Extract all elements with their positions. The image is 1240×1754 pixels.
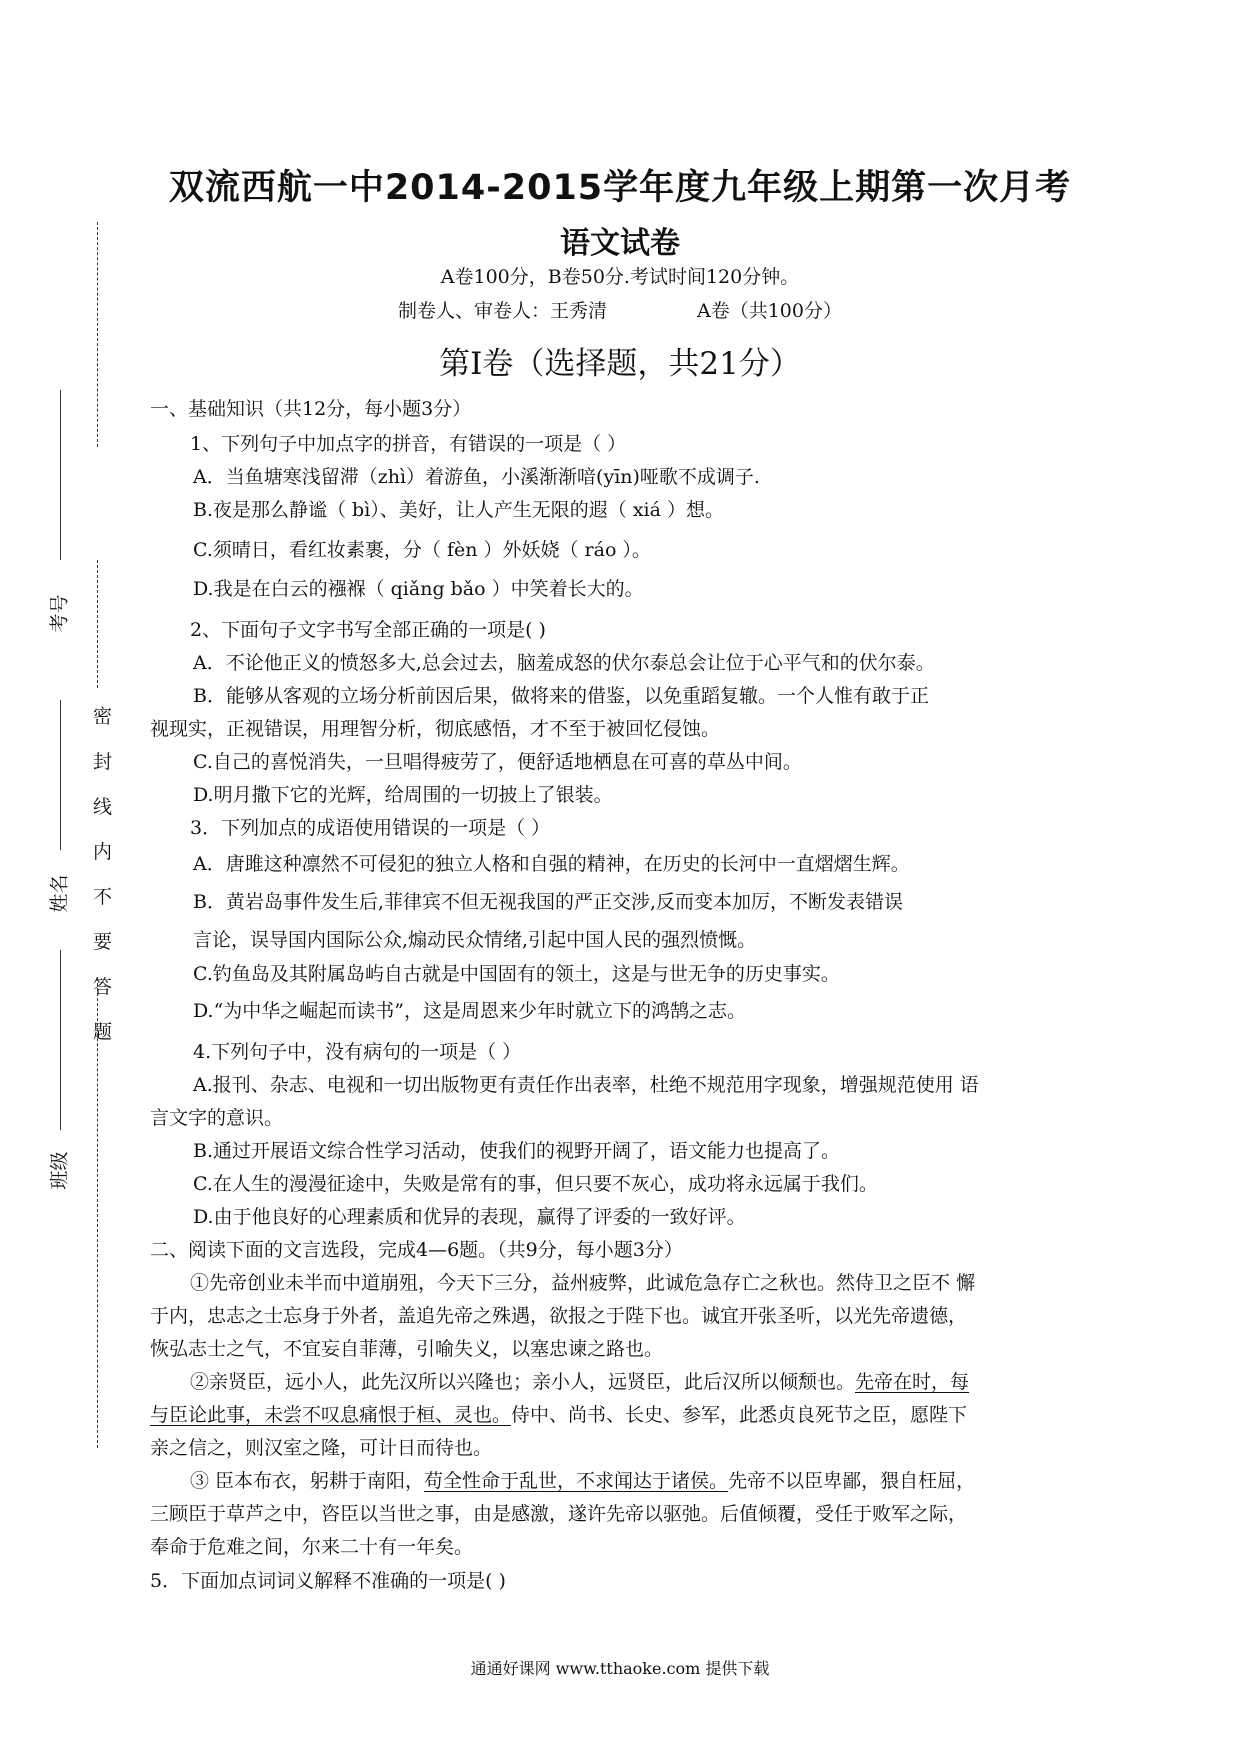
q4-stem: 4.下列句子中，没有病句的一项是（ ） — [193, 1041, 522, 1063]
footer-credit: 通通好课网 www.tthaoke.com 提供下载 — [470, 1659, 770, 1678]
name-blank — [60, 700, 61, 850]
margin-dash-mid — [97, 560, 98, 688]
exam-no-blank — [60, 390, 61, 560]
passage-p2-underlined-2: 与臣论此事，未尝不叹息痛恨于桓、灵也。 — [150, 1404, 512, 1426]
passage-p3-line1 — [190, 1466, 975, 1493]
section2-heading: 二、阅读下面的文言选段，完成4—6题。（共9分，每小题3分） — [150, 1239, 683, 1261]
passage-p3-line1-text: ③ 臣本布衣，躬耕于南阳， — [190, 1470, 425, 1492]
q1-stem: 1、下列句子中加点字的拼音，有错误的一项是（ ） — [190, 433, 627, 455]
exam-no-label: 考号 — [48, 594, 71, 633]
passage-p1-line3: 恢弘志士之气，不宜妄自菲薄，引喻失义，以塞忠谏之路也。 — [150, 1338, 664, 1360]
passage-p2-line1-text: ②亲贤臣，远小人，此先汉所以兴隆也；亲小人，远贤臣，此后汉所以倾颓也。 — [190, 1371, 856, 1393]
q1-option-a: A．当鱼塘寒浅留滞（zhì）着游鱼，小溪渐渐喑(yīn)哑歌不成调子. — [193, 466, 760, 488]
margin-dash-bottom — [97, 978, 98, 1448]
author: 制卷人、审卷人：王秀清 — [397, 300, 607, 322]
q4-option-d: D.由于他良好的心理素质和优异的表现，赢得了评委的一致好评。 — [193, 1206, 746, 1228]
q4-option-a-line1: A.报刊、杂志、电视和一切出版物更有责任作出表率，杜绝不规范用字现象，增强规范使用 语 — [193, 1074, 979, 1096]
q3-option-a: A．唐雎这种凛然不可侵犯的独立人格和自强的精神，在历史的长河中一直熠熠生辉。 — [193, 853, 910, 875]
q2-option-b-line1: B．能够从客观的立场分析前因后果，做将来的借鉴，以免重蹈复辙。一个人惟有敢于正 — [193, 685, 929, 707]
passage-p2-line2-text: 侍中、尚书、长史、参军，此悉贞良死节之臣，愿陛下 — [511, 1404, 968, 1426]
q2-option-b-line2: 视现实，正视错误，用理智分析，彻底感悟，才不至于被回忆侵蚀。 — [150, 718, 721, 740]
q2-option-c: C.自己的喜悦消失，一旦唱得疲劳了，便舒适地栖息在可喜的草丛中间。 — [193, 751, 802, 773]
q1-option-d: D.我是在白云的襁褓（ qiǎng bǎo ）中笑着长大的。 — [193, 578, 644, 600]
seal-notice: 密 封 线 内 不 要 答 题 — [90, 706, 112, 1051]
q3-stem: 3．下列加点的成语使用错误的一项是（ ） — [190, 817, 551, 839]
name-label: 姓名 — [48, 874, 71, 913]
q1-option-b: B.夜是那么静谧（ bì）、美好，让人产生无限的遐（ xiá ）想。 — [193, 499, 724, 521]
exam-title: 双流西航一中2014-2015学年度九年级上期第一次月考 — [168, 168, 1072, 208]
exam-subtitle: 语文试卷 — [560, 226, 680, 261]
passage-p3-underlined: 苟全性命于乱世，不求闻达于诸侯。 — [424, 1470, 729, 1492]
volume-a-label: A卷（共100分） — [697, 300, 842, 322]
passage-p3-line1-end: 先帝不以臣卑鄙，猥自枉屈， — [728, 1470, 976, 1492]
passage-p2-underlined-1: 先帝在时，每 — [855, 1371, 970, 1393]
passage-p2-line1 — [190, 1367, 969, 1394]
q4-option-a-line2: 言文字的意识。 — [150, 1107, 284, 1129]
q2-option-d: D.明月撒下它的光辉，给周围的一切披上了银装。 — [193, 784, 613, 806]
passage-p3-line2: 三顾臣于草芦之中，咨臣以当世之事，由是感激，遂许先帝以驱弛。后值倾覆，受任于败军之际， — [150, 1503, 968, 1525]
class-blank — [60, 950, 61, 1130]
class-label: 班级 — [48, 1151, 71, 1190]
q2-option-a: A．不论他正义的愤怒多大,总会过去，脑羞成怒的伏尔泰总会让位于心平气和的伏尔泰。 — [193, 652, 935, 674]
passage-p1-line2: 于内，忠志之士忘身于外者，盖追先帝之殊遇，欲报之于陛下也。诚宜开张圣听，以光先帝遗德， — [150, 1305, 968, 1327]
passage-p2-line3: 亲之信之，则汉室之隆，可计日而待也。 — [150, 1437, 493, 1459]
part1-title: 第Ⅰ卷（选择题，共21分） — [439, 346, 801, 382]
q1-option-c: C.须晴日，看红妆素裹，分（ fèn ）外妖娆（ ráo ）。 — [193, 539, 651, 561]
passage-p3-line3: 奉命于危难之间，尔来二十有一年矣。 — [150, 1536, 474, 1558]
q2-stem: 2、下面句子文字书写全部正确的一项是( ) — [190, 619, 546, 641]
score-info: A卷100分，B卷50分.考试时间120分钟。 — [440, 266, 800, 288]
author-line — [0, 296, 1240, 323]
passage-p1-line1: ①先帝创业未半而中道崩殂，今天下三分，益州疲弊，此诚危急存亡之秋也。然侍卫之臣不 懈 — [190, 1272, 976, 1294]
margin-dash-top — [97, 222, 98, 447]
q3-option-c: C.钓鱼岛及其附属岛屿自古就是中国固有的领土，这是与世无争的历史事实。 — [193, 963, 840, 985]
q3-option-b-line2: 言论，误导国内国际公众,煽动民众情绪,引起中国人民的强烈愤慨。 — [193, 929, 757, 951]
q3-option-d: D.“为中华之崛起而读书”，这是周恩来少年时就立下的鸿鹄之志。 — [193, 1000, 747, 1022]
section1-heading: 一、基础知识（共12分，每小题3分） — [150, 398, 472, 420]
q5-stem: 5．下面加点词词义解释不准确的一项是( ) — [150, 1570, 506, 1592]
q4-option-c: C.在人生的漫漫征途中，失败是常有的事，但只要不灰心，成功将永远属于我们。 — [193, 1173, 878, 1195]
q3-option-b-line1: B．黄岩岛事件发生后,菲律宾不但无视我国的严正交涉,反而变本加厉，不断发表错误 — [193, 891, 904, 913]
q4-option-b: B.通过开展语文综合性学习活动，使我们的视野开阔了，语文能力也提高了。 — [193, 1140, 841, 1162]
passage-p2-line2 — [150, 1400, 967, 1427]
